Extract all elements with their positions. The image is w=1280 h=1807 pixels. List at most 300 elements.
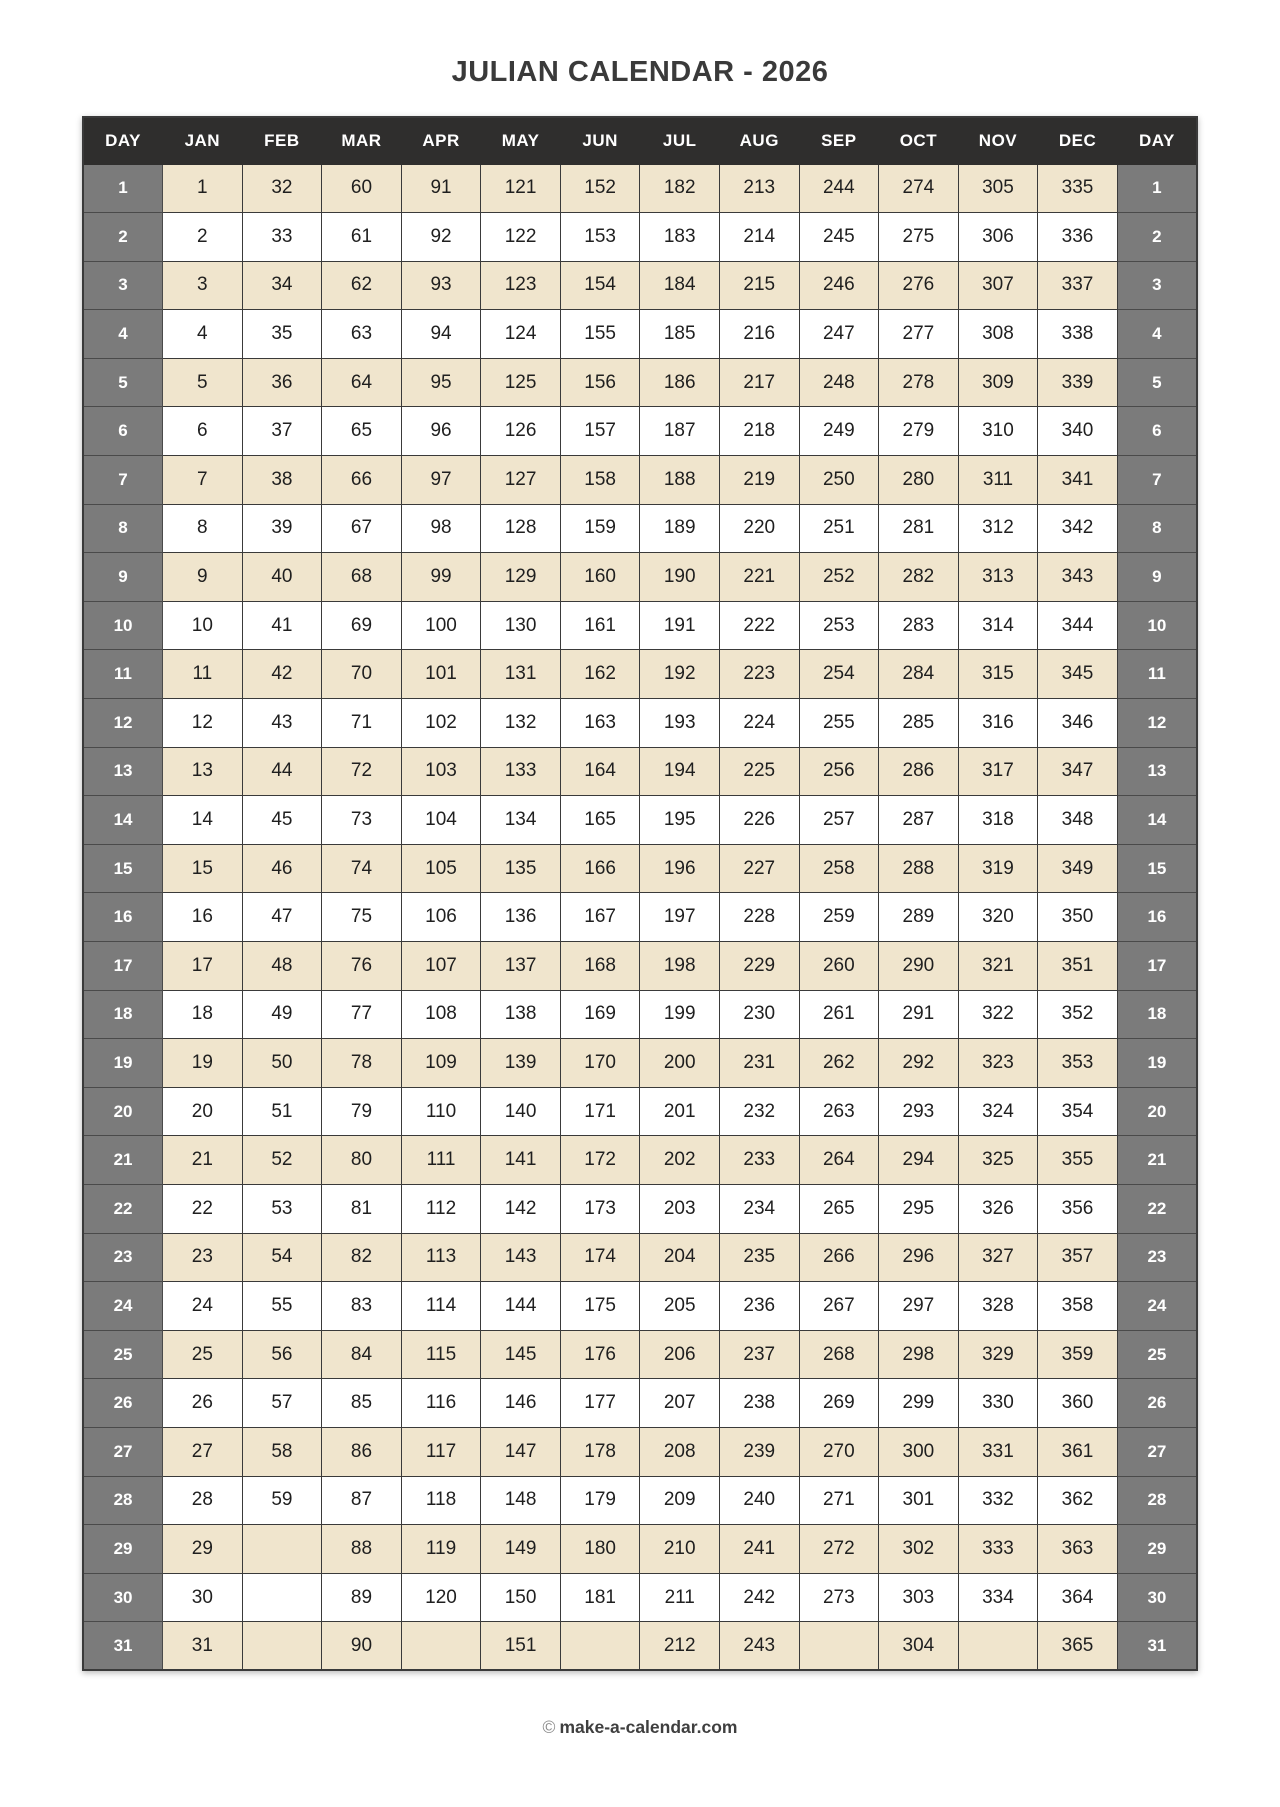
- julian-day-cell: 128: [481, 504, 561, 553]
- julian-day-cell: [560, 1622, 640, 1671]
- julian-day-cell: 2: [163, 213, 243, 262]
- julian-day-cell: 344: [1038, 601, 1118, 650]
- julian-day-cell: 54: [242, 1233, 322, 1282]
- julian-day-cell: 96: [401, 407, 481, 456]
- julian-day-cell: 297: [879, 1282, 959, 1331]
- julian-day-cell: 338: [1038, 310, 1118, 359]
- julian-day-cell: 33: [242, 213, 322, 262]
- footer-site-name: make-a-calendar.com: [559, 1717, 738, 1738]
- julian-day-cell: 157: [560, 407, 640, 456]
- table-row: [83, 261, 1197, 310]
- julian-day-cell: 313: [958, 553, 1038, 602]
- column-header-jul: JUL: [640, 117, 720, 164]
- julian-day-cell: 276: [879, 261, 959, 310]
- julian-day-cell: 175: [560, 1282, 640, 1331]
- julian-day-cell: 90: [322, 1622, 402, 1671]
- day-number-cell: 16: [1117, 893, 1197, 942]
- julian-day-cell: 223: [720, 650, 800, 699]
- julian-day-cell: 246: [799, 261, 879, 310]
- julian-day-cell: 162: [560, 650, 640, 699]
- day-number-cell: 14: [1117, 796, 1197, 845]
- julian-day-cell: 203: [640, 1184, 720, 1233]
- julian-day-cell: 250: [799, 456, 879, 505]
- julian-day-cell: 273: [799, 1573, 879, 1622]
- table-row: [83, 1039, 1197, 1088]
- day-number-cell: 17: [1117, 942, 1197, 991]
- julian-day-cell: 312: [958, 504, 1038, 553]
- julian-day-cell: 363: [1038, 1525, 1118, 1574]
- day-number-cell: 9: [83, 553, 163, 602]
- julian-day-cell: 80: [322, 1136, 402, 1185]
- day-number-cell: 7: [1117, 456, 1197, 505]
- julian-day-cell: 168: [560, 942, 640, 991]
- julian-day-cell: 107: [401, 942, 481, 991]
- day-number-cell: 14: [83, 796, 163, 845]
- julian-day-cell: 244: [799, 164, 879, 213]
- julian-day-cell: 264: [799, 1136, 879, 1185]
- julian-day-cell: 167: [560, 893, 640, 942]
- julian-day-cell: 189: [640, 504, 720, 553]
- julian-day-cell: 241: [720, 1525, 800, 1574]
- julian-day-cell: 166: [560, 844, 640, 893]
- day-number-cell: 4: [83, 310, 163, 359]
- julian-day-cell: 198: [640, 942, 720, 991]
- julian-day-cell: 154: [560, 261, 640, 310]
- julian-day-cell: 158: [560, 456, 640, 505]
- julian-day-cell: 328: [958, 1282, 1038, 1331]
- julian-day-cell: 212: [640, 1622, 720, 1671]
- julian-day-cell: 196: [640, 844, 720, 893]
- day-number-cell: 12: [1117, 699, 1197, 748]
- day-number-cell: 2: [1117, 213, 1197, 262]
- julian-day-cell: 319: [958, 844, 1038, 893]
- julian-day-cell: 336: [1038, 213, 1118, 262]
- julian-day-cell: 53: [242, 1184, 322, 1233]
- julian-day-cell: 300: [879, 1427, 959, 1476]
- julian-day-cell: 251: [799, 504, 879, 553]
- day-number-cell: 26: [83, 1379, 163, 1428]
- day-number-cell: 29: [83, 1525, 163, 1574]
- julian-day-cell: [242, 1525, 322, 1574]
- julian-day-cell: 311: [958, 456, 1038, 505]
- julian-day-cell: 44: [242, 747, 322, 796]
- julian-day-cell: 73: [322, 796, 402, 845]
- day-number-cell: 5: [83, 358, 163, 407]
- julian-day-cell: 318: [958, 796, 1038, 845]
- julian-day-cell: 237: [720, 1330, 800, 1379]
- day-number-cell: 15: [83, 844, 163, 893]
- day-number-cell: 21: [1117, 1136, 1197, 1185]
- julian-day-cell: 125: [481, 358, 561, 407]
- julian-day-cell: 227: [720, 844, 800, 893]
- julian-day-cell: 109: [401, 1039, 481, 1088]
- julian-day-cell: 28: [163, 1476, 243, 1525]
- day-number-cell: 19: [83, 1039, 163, 1088]
- julian-day-cell: 16: [163, 893, 243, 942]
- julian-day-cell: 280: [879, 456, 959, 505]
- julian-day-cell: 43: [242, 699, 322, 748]
- day-number-cell: 15: [1117, 844, 1197, 893]
- julian-day-cell: 121: [481, 164, 561, 213]
- table-row: [83, 1136, 1197, 1185]
- julian-day-cell: 83: [322, 1282, 402, 1331]
- day-number-cell: 1: [1117, 164, 1197, 213]
- table-row: [83, 1330, 1197, 1379]
- julian-day-cell: 291: [879, 990, 959, 1039]
- julian-day-cell: 192: [640, 650, 720, 699]
- day-number-cell: 17: [83, 942, 163, 991]
- julian-day-cell: 330: [958, 1379, 1038, 1428]
- julian-day-cell: 173: [560, 1184, 640, 1233]
- julian-day-cell: 135: [481, 844, 561, 893]
- day-number-cell: 27: [83, 1427, 163, 1476]
- day-number-cell: 31: [1117, 1622, 1197, 1671]
- julian-day-cell: 6: [163, 407, 243, 456]
- julian-day-cell: 23: [163, 1233, 243, 1282]
- julian-day-cell: 260: [799, 942, 879, 991]
- julian-day-cell: 132: [481, 699, 561, 748]
- julian-day-cell: 165: [560, 796, 640, 845]
- day-number-cell: 7: [83, 456, 163, 505]
- column-header-dec: DEC: [1038, 117, 1118, 164]
- julian-day-cell: 105: [401, 844, 481, 893]
- julian-day-cell: 255: [799, 699, 879, 748]
- julian-day-cell: 27: [163, 1427, 243, 1476]
- table-row: [83, 164, 1197, 213]
- day-number-cell: 4: [1117, 310, 1197, 359]
- julian-day-cell: 177: [560, 1379, 640, 1428]
- julian-day-cell: 69: [322, 601, 402, 650]
- julian-day-cell: 357: [1038, 1233, 1118, 1282]
- julian-day-cell: 186: [640, 358, 720, 407]
- julian-day-cell: 4: [163, 310, 243, 359]
- julian-day-cell: 269: [799, 1379, 879, 1428]
- day-number-cell: 10: [83, 601, 163, 650]
- julian-day-cell: 68: [322, 553, 402, 602]
- julian-day-cell: 345: [1038, 650, 1118, 699]
- day-number-cell: 13: [1117, 747, 1197, 796]
- julian-day-cell: 122: [481, 213, 561, 262]
- julian-day-cell: 81: [322, 1184, 402, 1233]
- julian-day-cell: 194: [640, 747, 720, 796]
- julian-day-cell: 326: [958, 1184, 1038, 1233]
- julian-day-cell: 201: [640, 1087, 720, 1136]
- julian-day-cell: 115: [401, 1330, 481, 1379]
- julian-day-cell: 229: [720, 942, 800, 991]
- julian-day-cell: 72: [322, 747, 402, 796]
- julian-day-cell: [401, 1622, 481, 1671]
- column-header-may: MAY: [481, 117, 561, 164]
- table-row: [83, 844, 1197, 893]
- table-row: [83, 456, 1197, 505]
- julian-day-cell: 85: [322, 1379, 402, 1428]
- julian-day-cell: 19: [163, 1039, 243, 1088]
- julian-day-cell: 317: [958, 747, 1038, 796]
- julian-day-cell: 359: [1038, 1330, 1118, 1379]
- julian-day-cell: 145: [481, 1330, 561, 1379]
- julian-day-cell: 348: [1038, 796, 1118, 845]
- day-number-cell: 22: [83, 1184, 163, 1233]
- day-number-cell: 27: [1117, 1427, 1197, 1476]
- julian-day-cell: 236: [720, 1282, 800, 1331]
- day-number-cell: 21: [83, 1136, 163, 1185]
- julian-day-cell: 332: [958, 1476, 1038, 1525]
- table-row: [83, 1282, 1197, 1331]
- julian-day-cell: 142: [481, 1184, 561, 1233]
- day-number-cell: 8: [83, 504, 163, 553]
- julian-day-cell: 49: [242, 990, 322, 1039]
- julian-day-cell: 50: [242, 1039, 322, 1088]
- julian-day-cell: 343: [1038, 553, 1118, 602]
- julian-day-cell: 262: [799, 1039, 879, 1088]
- julian-day-cell: 315: [958, 650, 1038, 699]
- julian-day-cell: 91: [401, 164, 481, 213]
- julian-day-cell: 362: [1038, 1476, 1118, 1525]
- julian-day-cell: 63: [322, 310, 402, 359]
- julian-day-cell: 77: [322, 990, 402, 1039]
- julian-day-cell: 183: [640, 213, 720, 262]
- julian-day-cell: 302: [879, 1525, 959, 1574]
- julian-day-cell: 170: [560, 1039, 640, 1088]
- day-number-cell: 2: [83, 213, 163, 262]
- julian-day-cell: 36: [242, 358, 322, 407]
- julian-day-cell: 139: [481, 1039, 561, 1088]
- julian-day-cell: 35: [242, 310, 322, 359]
- julian-day-cell: 327: [958, 1233, 1038, 1282]
- julian-day-cell: 222: [720, 601, 800, 650]
- julian-day-cell: 341: [1038, 456, 1118, 505]
- julian-day-cell: 282: [879, 553, 959, 602]
- julian-day-cell: 14: [163, 796, 243, 845]
- julian-day-cell: 46: [242, 844, 322, 893]
- julian-day-cell: 320: [958, 893, 1038, 942]
- julian-day-cell: 113: [401, 1233, 481, 1282]
- julian-day-cell: 267: [799, 1282, 879, 1331]
- julian-day-cell: 283: [879, 601, 959, 650]
- julian-day-cell: 323: [958, 1039, 1038, 1088]
- julian-day-cell: 94: [401, 310, 481, 359]
- julian-day-cell: 62: [322, 261, 402, 310]
- day-number-cell: 26: [1117, 1379, 1197, 1428]
- julian-day-cell: 172: [560, 1136, 640, 1185]
- julian-day-cell: 111: [401, 1136, 481, 1185]
- julian-day-cell: 169: [560, 990, 640, 1039]
- day-number-cell: 25: [83, 1330, 163, 1379]
- julian-day-cell: 151: [481, 1622, 561, 1671]
- table-row: [83, 1233, 1197, 1282]
- julian-day-cell: 21: [163, 1136, 243, 1185]
- julian-day-cell: 268: [799, 1330, 879, 1379]
- julian-day-cell: 329: [958, 1330, 1038, 1379]
- julian-day-cell: 13: [163, 747, 243, 796]
- julian-day-cell: 153: [560, 213, 640, 262]
- julian-day-cell: 40: [242, 553, 322, 602]
- julian-day-cell: 9: [163, 553, 243, 602]
- julian-day-cell: 217: [720, 358, 800, 407]
- julian-day-cell: 187: [640, 407, 720, 456]
- julian-day-cell: 334: [958, 1573, 1038, 1622]
- julian-day-cell: 71: [322, 699, 402, 748]
- day-number-cell: 24: [83, 1282, 163, 1331]
- julian-day-cell: 259: [799, 893, 879, 942]
- julian-day-cell: 191: [640, 601, 720, 650]
- table-row: [83, 1087, 1197, 1136]
- julian-day-cell: 29: [163, 1525, 243, 1574]
- julian-day-cell: 64: [322, 358, 402, 407]
- julian-day-cell: 182: [640, 164, 720, 213]
- julian-day-cell: 277: [879, 310, 959, 359]
- julian-day-cell: 17: [163, 942, 243, 991]
- julian-day-cell: 340: [1038, 407, 1118, 456]
- julian-day-cell: 10: [163, 601, 243, 650]
- julian-day-cell: 141: [481, 1136, 561, 1185]
- julian-day-cell: 98: [401, 504, 481, 553]
- julian-day-cell: 235: [720, 1233, 800, 1282]
- julian-day-cell: 289: [879, 893, 959, 942]
- julian-day-cell: 8: [163, 504, 243, 553]
- julian-day-cell: 271: [799, 1476, 879, 1525]
- julian-day-cell: 322: [958, 990, 1038, 1039]
- table-row: [83, 407, 1197, 456]
- table-row: [83, 1525, 1197, 1574]
- julian-day-cell: 296: [879, 1233, 959, 1282]
- julian-day-cell: 257: [799, 796, 879, 845]
- julian-day-cell: 5: [163, 358, 243, 407]
- julian-day-cell: 272: [799, 1525, 879, 1574]
- julian-day-cell: 24: [163, 1282, 243, 1331]
- julian-day-cell: 31: [163, 1622, 243, 1671]
- day-number-cell: 3: [83, 261, 163, 310]
- julian-day-cell: 102: [401, 699, 481, 748]
- julian-day-cell: 55: [242, 1282, 322, 1331]
- julian-day-cell: 350: [1038, 893, 1118, 942]
- day-number-cell: 30: [1117, 1573, 1197, 1622]
- julian-day-cell: 41: [242, 601, 322, 650]
- julian-day-cell: 204: [640, 1233, 720, 1282]
- julian-day-cell: 120: [401, 1573, 481, 1622]
- julian-day-cell: 349: [1038, 844, 1118, 893]
- julian-day-cell: 242: [720, 1573, 800, 1622]
- julian-day-cell: 3: [163, 261, 243, 310]
- julian-day-cell: 79: [322, 1087, 402, 1136]
- julian-day-cell: 333: [958, 1525, 1038, 1574]
- day-number-cell: 13: [83, 747, 163, 796]
- day-number-cell: 23: [83, 1233, 163, 1282]
- julian-day-cell: 155: [560, 310, 640, 359]
- julian-day-cell: 114: [401, 1282, 481, 1331]
- julian-day-cell: 87: [322, 1476, 402, 1525]
- table-row: [83, 990, 1197, 1039]
- julian-day-cell: 156: [560, 358, 640, 407]
- table-row: [83, 1476, 1197, 1525]
- table-row: [83, 796, 1197, 845]
- day-number-cell: 11: [83, 650, 163, 699]
- julian-day-cell: 356: [1038, 1184, 1118, 1233]
- table-row: [83, 650, 1197, 699]
- julian-day-cell: 86: [322, 1427, 402, 1476]
- julian-day-cell: 127: [481, 456, 561, 505]
- julian-day-cell: 129: [481, 553, 561, 602]
- day-number-cell: 29: [1117, 1525, 1197, 1574]
- julian-day-cell: 160: [560, 553, 640, 602]
- julian-day-cell: 58: [242, 1427, 322, 1476]
- julian-day-cell: 292: [879, 1039, 959, 1088]
- footer: [0, 1717, 1280, 1738]
- julian-day-cell: 147: [481, 1427, 561, 1476]
- table-row: [83, 1379, 1197, 1428]
- julian-day-cell: 61: [322, 213, 402, 262]
- table-row: [83, 942, 1197, 991]
- julian-day-cell: 106: [401, 893, 481, 942]
- julian-day-cell: 84: [322, 1330, 402, 1379]
- table-header: [83, 117, 1197, 164]
- julian-day-cell: 285: [879, 699, 959, 748]
- julian-day-cell: 202: [640, 1136, 720, 1185]
- julian-day-cell: 136: [481, 893, 561, 942]
- julian-day-cell: 216: [720, 310, 800, 359]
- column-header-jan: JAN: [163, 117, 243, 164]
- table-body: [83, 164, 1197, 1670]
- julian-day-cell: 208: [640, 1427, 720, 1476]
- day-number-cell: 5: [1117, 358, 1197, 407]
- table-row: [83, 1573, 1197, 1622]
- header-row: [83, 117, 1197, 164]
- column-header-nov: NOV: [958, 117, 1038, 164]
- julian-day-cell: 335: [1038, 164, 1118, 213]
- day-number-cell: 18: [1117, 990, 1197, 1039]
- julian-day-cell: 117: [401, 1427, 481, 1476]
- julian-day-cell: 256: [799, 747, 879, 796]
- day-number-cell: 19: [1117, 1039, 1197, 1088]
- julian-day-cell: 224: [720, 699, 800, 748]
- julian-day-cell: 286: [879, 747, 959, 796]
- julian-day-cell: 76: [322, 942, 402, 991]
- julian-day-cell: 351: [1038, 942, 1118, 991]
- julian-day-cell: 358: [1038, 1282, 1118, 1331]
- day-number-cell: 1: [83, 164, 163, 213]
- julian-day-cell: 95: [401, 358, 481, 407]
- julian-day-cell: 278: [879, 358, 959, 407]
- julian-day-cell: 20: [163, 1087, 243, 1136]
- julian-day-cell: 104: [401, 796, 481, 845]
- julian-day-cell: 37: [242, 407, 322, 456]
- julian-day-cell: 270: [799, 1427, 879, 1476]
- julian-day-cell: 309: [958, 358, 1038, 407]
- julian-calendar-table: [82, 116, 1198, 1671]
- julian-day-cell: 161: [560, 601, 640, 650]
- column-header-day: DAY: [83, 117, 163, 164]
- julian-day-cell: 152: [560, 164, 640, 213]
- julian-day-cell: 253: [799, 601, 879, 650]
- julian-day-cell: 97: [401, 456, 481, 505]
- julian-day-cell: 138: [481, 990, 561, 1039]
- julian-day-cell: 101: [401, 650, 481, 699]
- table-row: [83, 310, 1197, 359]
- julian-day-cell: 146: [481, 1379, 561, 1428]
- julian-day-cell: 263: [799, 1087, 879, 1136]
- day-number-cell: 28: [1117, 1476, 1197, 1525]
- julian-day-cell: 34: [242, 261, 322, 310]
- julian-day-cell: 346: [1038, 699, 1118, 748]
- julian-day-cell: 47: [242, 893, 322, 942]
- julian-day-cell: 213: [720, 164, 800, 213]
- julian-day-cell: 200: [640, 1039, 720, 1088]
- julian-day-cell: 193: [640, 699, 720, 748]
- julian-day-cell: 258: [799, 844, 879, 893]
- julian-day-cell: 290: [879, 942, 959, 991]
- julian-day-cell: 22: [163, 1184, 243, 1233]
- day-number-cell: 6: [1117, 407, 1197, 456]
